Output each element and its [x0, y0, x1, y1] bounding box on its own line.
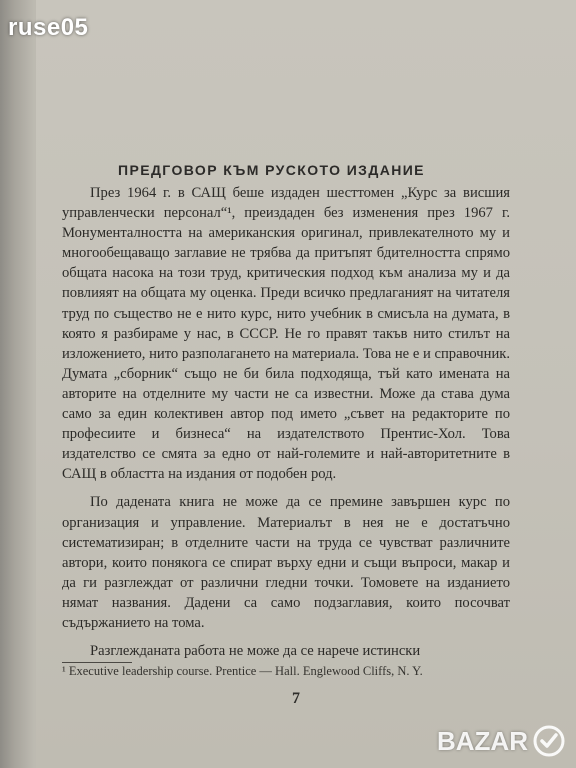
watermark-bazar — [437, 724, 566, 758]
watermark-bazar-text: BAZAR — [437, 725, 528, 756]
paragraph-1: През 1964 г. в САЩ беше издаден шесттомен „Курс за висшия управленчески персонал“¹, преиздаден без изменения през 1967 г. Монументалността на американския оригинал, привлекателното му и многообещаващо заглавие не трябва да притъпят бдителността спрямо общата насока на този труд, критическия подход към анализа му и да повлияят на общата му оценка. Преди всичко предлаганият на читателя труд по същество не е нито курс, нито учебник в смисъла на думата, в която я разбираме у нас, в СССР. Не го правят такъв нито стилът на изложението, нито разполагането на материала. Това не е и справочник. Думата „сборник“ също не би била подходяща, тъй като имената на авторите на отделните му части не са известни. Може да става дума само за един колективен автор под името „съвет на редакторите по професиите и бизнеса“ на издателството Прентис-Хол. Това издателство се смята за едно от най-големите и най-авторитетните в САЩ в областта на издания от подобен род. — [62, 185, 510, 483]
page-heading: ПРЕДГОВОР КЪМ РУСКОТО ИЗДАНИЕ — [118, 162, 425, 178]
footnote: ¹ Executive leadership course. Prentice — Hall. Englewood Cliffs, N. Y. — [62, 664, 423, 678]
page-number: 7 — [292, 690, 300, 707]
checkmark-badge-icon — [532, 724, 566, 758]
footnote-divider — [62, 662, 132, 663]
paragraph-3: Разглежданата работа не може да се нарече истински — [90, 643, 421, 660]
body-text — [62, 183, 510, 661]
paragraph-2: По дадената книга не може да се премине завършен курс по организация и управление. Материалът в нея не е достатъчно систематизиран; в отделните части на труда се чувстват различните автори, които понякога се спират върху едни и същи въпроси, макар и да ги разглеждат от различни гледни точки. Томовете на изданието нямат названия. Дадени са само подзаглавия, които посочват съдържанието на тома. — [62, 494, 510, 631]
watermark-ruse05: ruse05 — [8, 14, 89, 41]
